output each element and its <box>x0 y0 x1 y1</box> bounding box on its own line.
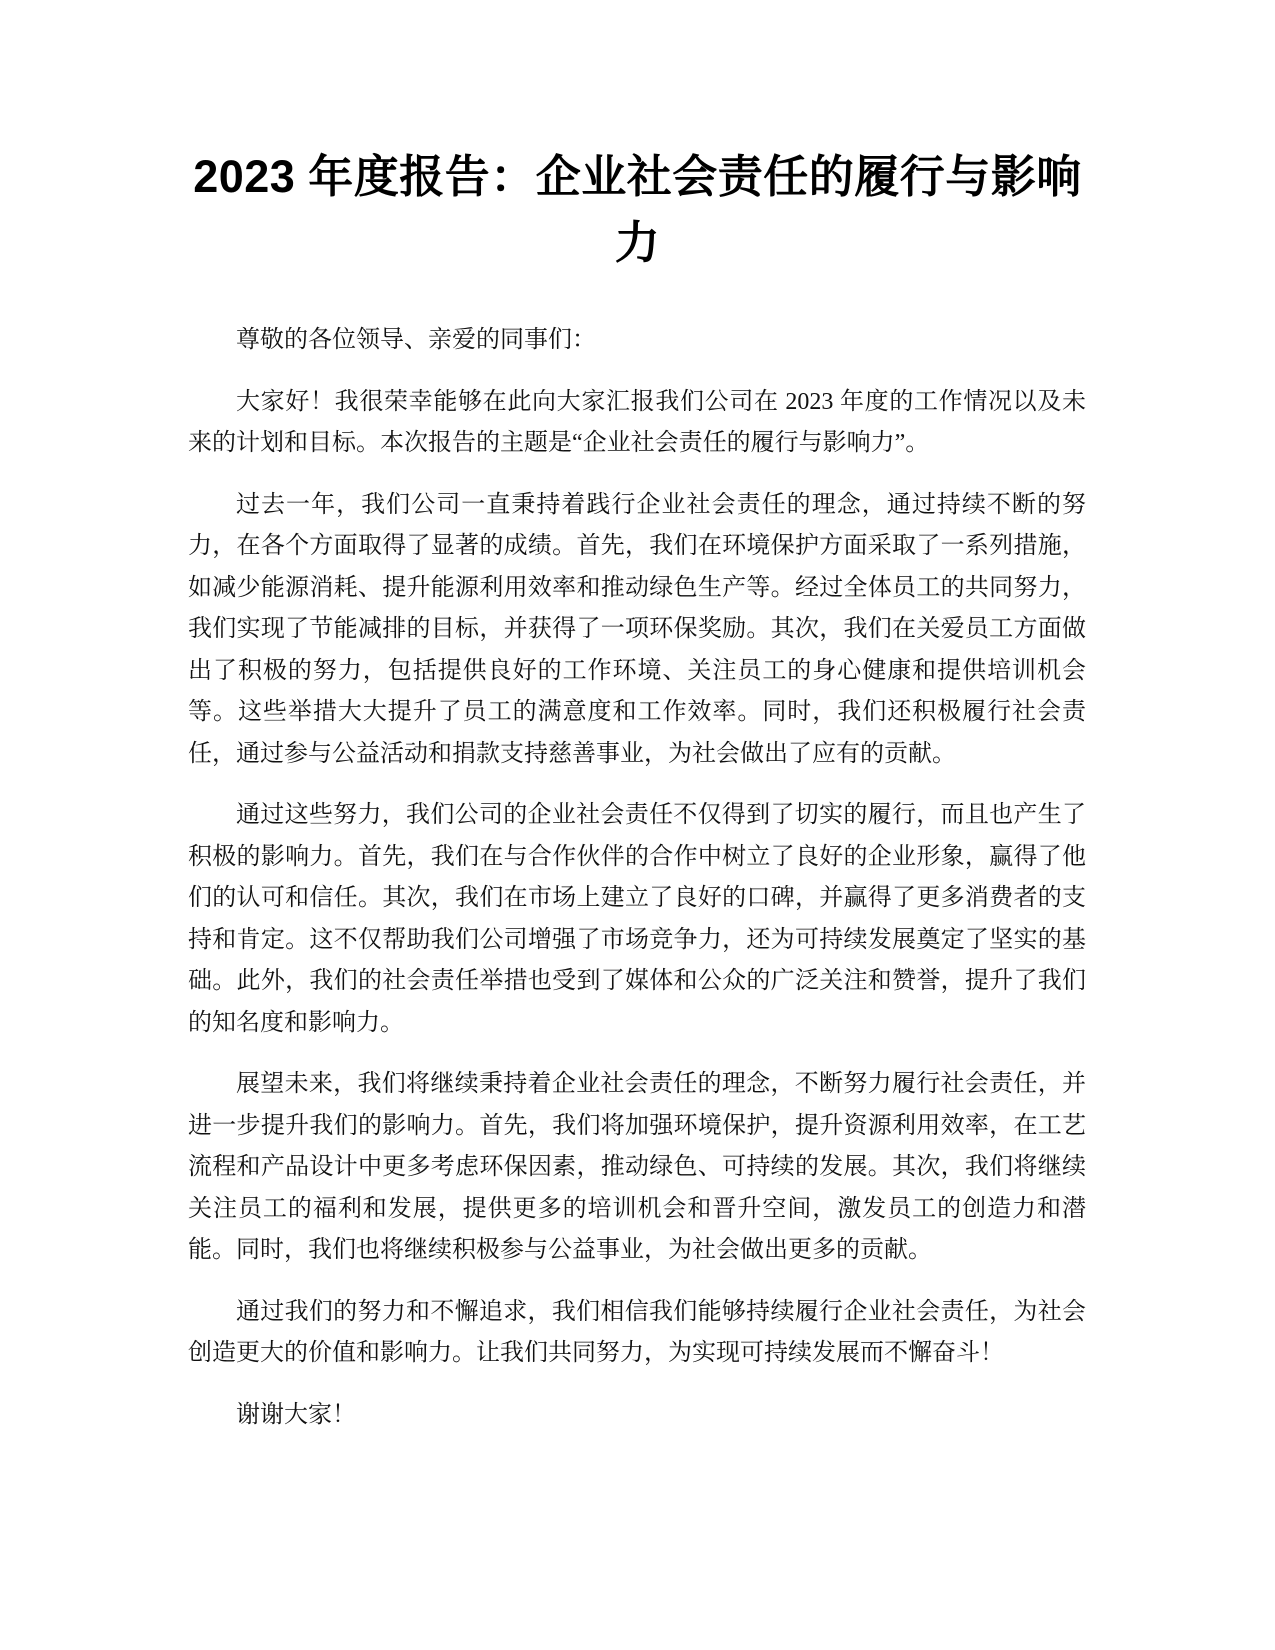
document-title: 2023 年度报告：企业社会责任的履行与影响力 <box>193 151 1082 268</box>
paragraph-outlook: 展望未来，我们将继续秉持着企业社会责任的理念，不断努力履行社会责任，并进一步提升我们的影响力。首先，我们将加强环境保护，提升资源利用效率，在工艺流程和产品设计中更多考虑环保因素，推动绿色、可持续的发展。其次，我们将继续关注员工的福利和发展，提供更多的培训机会和晋升空间，激发员工的创造力和潜能。同时，我们也将继续积极参与公益事业，为社会做出更多的贡献。 <box>188 1071 1086 1263</box>
paragraph-intro: 大家好！我很荣幸能够在此向大家汇报我们公司在 2023 年度的工作情况以及未来的计划和目标。本次报告的主题是“企业社会责任的履行与影响力”。 <box>188 388 1086 456</box>
paragraph-impact: 通过这些努力，我们公司的企业社会责任不仅得到了切实的履行，而且也产生了积极的影响力。首先，我们在与合作伙伴的合作中树立了良好的企业形象，赢得了他们的认可和信任。其次，我们在市场上建立了良好的口碑，并赢得了更多消费者的支持和肯定。这不仅帮助我们公司增强了市场竞争力，还为可持续发展奠定了坚实的基础。此外，我们的社会责任举措也受到了媒体和公众的广泛关注和赞誉，提升了我们的知名度和影响力。 <box>188 802 1086 1036</box>
document-body <box>188 320 1086 1456</box>
closing-thanks: 谢谢大家！ <box>236 1401 356 1428</box>
paragraph-achievements: 过去一年，我们公司一直秉持着践行企业社会责任的理念，通过持续不断的努力，在各个方面取得了显著的成绩。首先，我们在环境保护方面采取了一系列措施，如减少能源消耗、提升能源利用效率和推动绿色生产等。经过全体员工的共同努力，我们实现了节能减排的目标，并获得了一项环保奖励。其次，我们在关爱员工方面做出了积极的努力，包括提供良好的工作环境、关注员工的身心健康和提供培训机会等。这些举措大大提升了员工的满意度和工作效率。同时，我们还积极履行社会责任，通过参与公益活动和捐款支持慈善事业，为社会做出了应有的贡献。 <box>188 491 1086 767</box>
paragraph-conclusion: 通过我们的努力和不懈追求，我们相信我们能够持续履行企业社会责任，为社会创造更大的价值和影响力。让我们共同努力，为实现可持续发展而不懈奋斗！ <box>188 1298 1086 1366</box>
greeting: 尊敬的各位领导、亲爱的同事们： <box>236 327 596 353</box>
